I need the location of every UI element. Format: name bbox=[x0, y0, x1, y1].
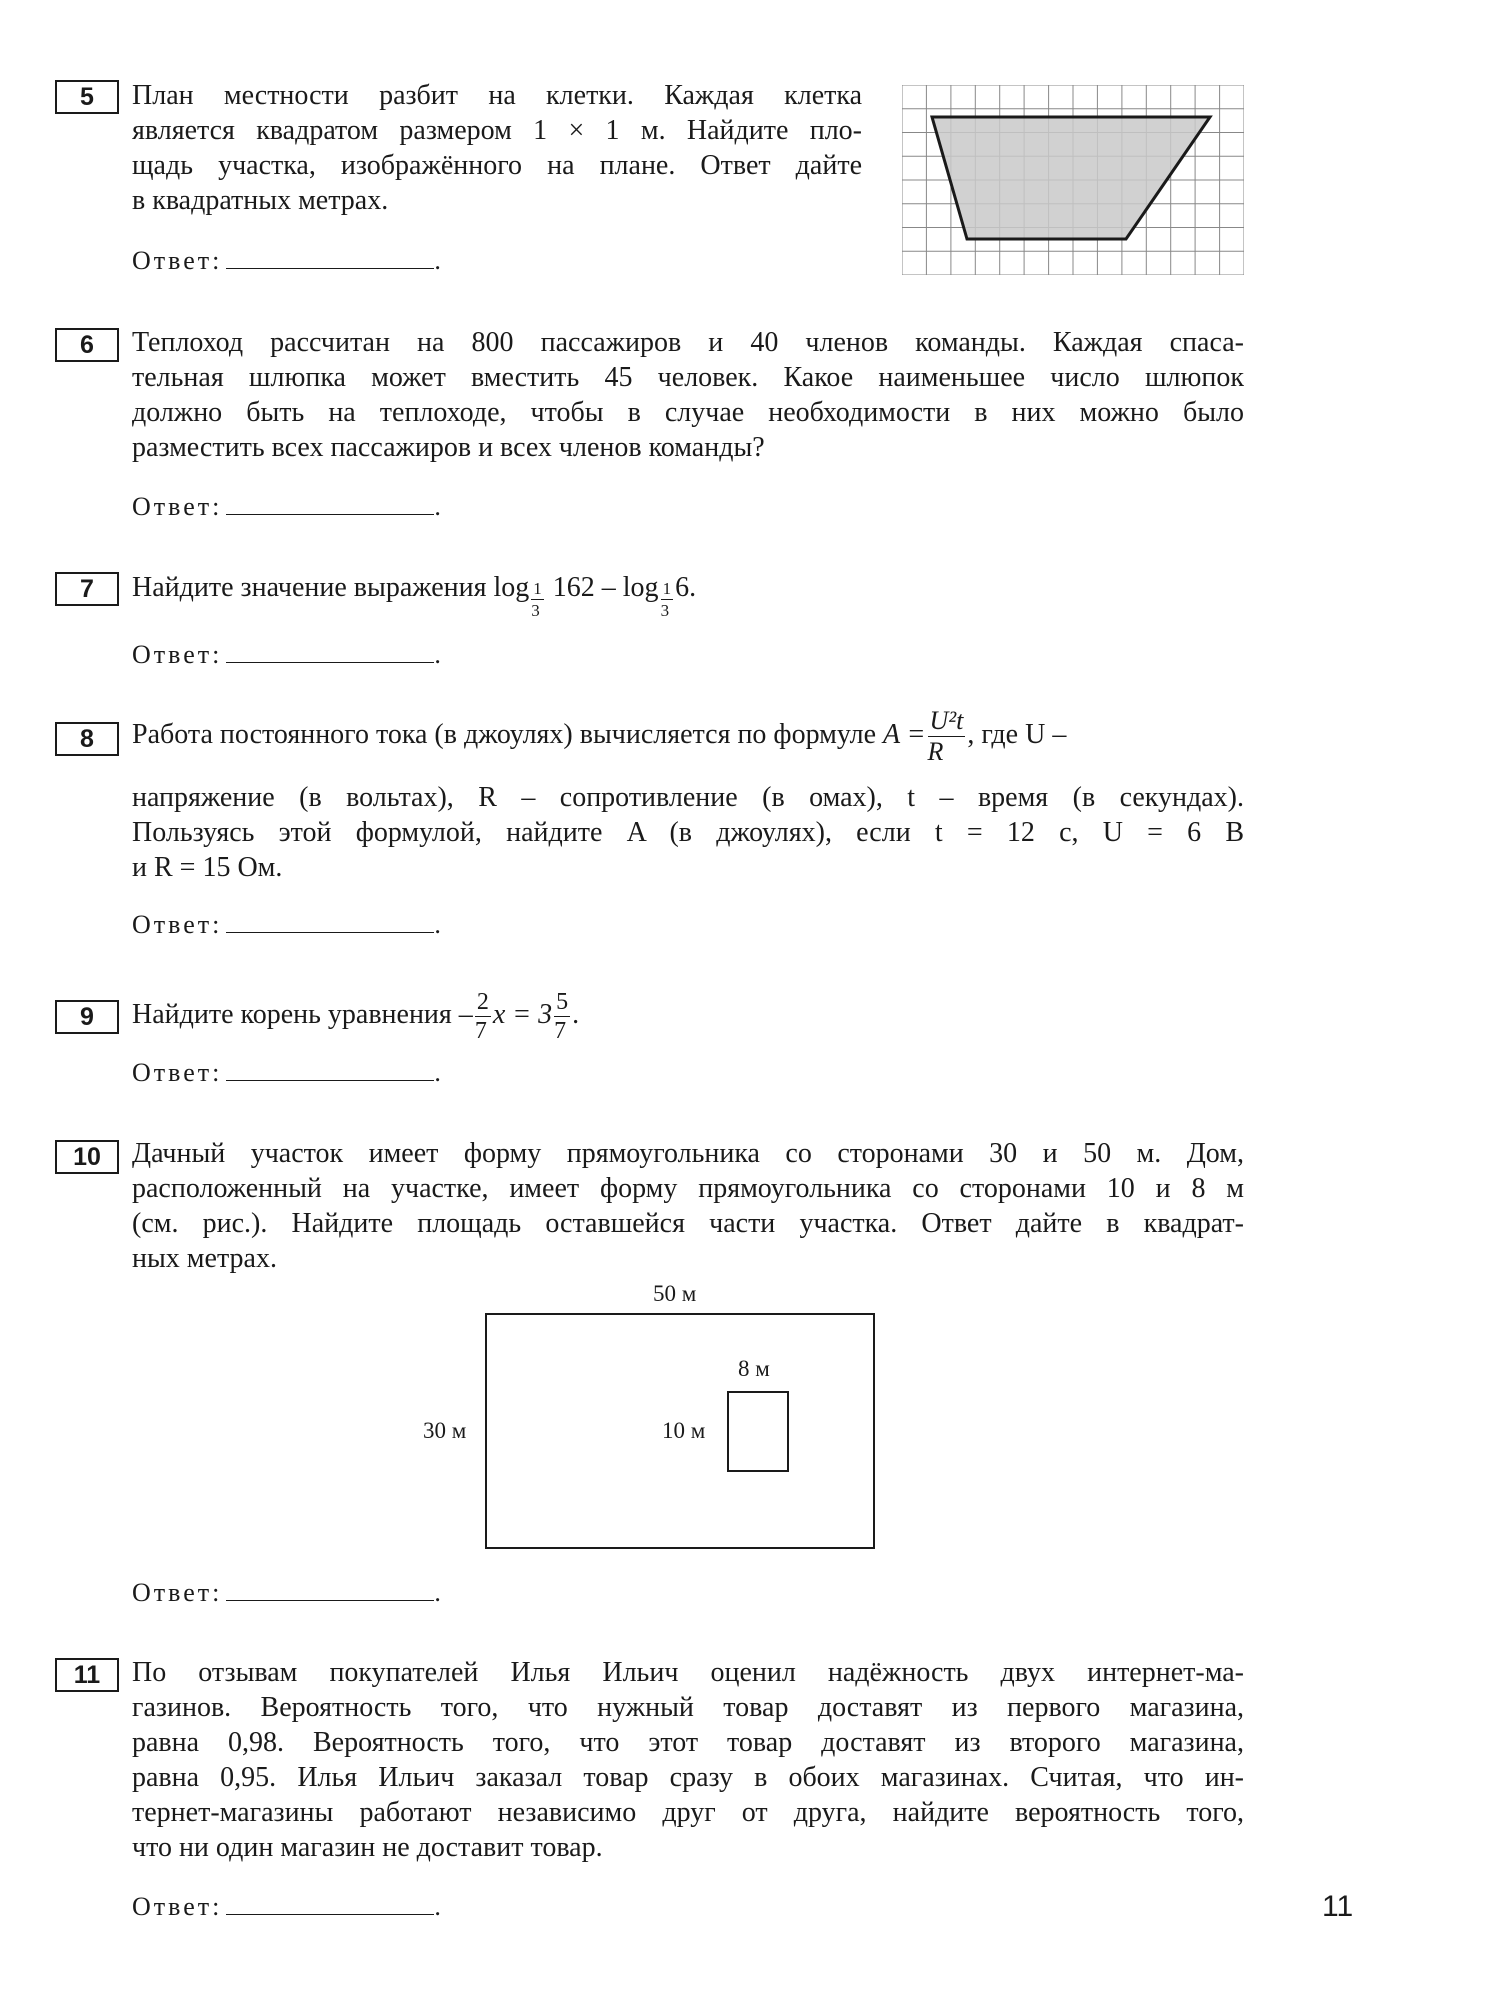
task-6-text bbox=[132, 325, 1244, 465]
task-8-line1-suffix: , где U – bbox=[967, 718, 1067, 750]
task-9-answer-field[interactable] bbox=[226, 1060, 434, 1081]
task-6-line-2: тельная шлюпка может вместить 45 человек. Какое наименьшее число шлюпок bbox=[132, 362, 1244, 393]
task-6-line-1: Теплоход рассчитан на 800 пассажиров и 40 членов команды. Каждая спаса- bbox=[132, 327, 1244, 358]
task-5-line-3: щадь участка, изображённого на плане. Ответ дайте bbox=[132, 150, 862, 181]
task-11-text bbox=[132, 1655, 1244, 1865]
task-10-answer-field[interactable] bbox=[226, 1580, 434, 1601]
task-5-grid-figure bbox=[902, 85, 1244, 275]
task-11-answer-label: Ответ: bbox=[132, 1892, 223, 1921]
task-6-line-3: должно быть на теплоходе, чтобы в случае необходимости в них можно было bbox=[132, 397, 1244, 428]
task-7-text bbox=[132, 570, 696, 619]
task-9-middle: x = 3 bbox=[492, 999, 553, 1030]
task-9-number: 9 bbox=[55, 1000, 119, 1034]
house-width-label: 8 м bbox=[738, 1356, 770, 1381]
task-10-number: 10 bbox=[55, 1140, 119, 1174]
task-5-line-4: в квадратных метрах. bbox=[132, 185, 389, 216]
task-7-base-2: $\frac{1}{3}$ bbox=[660, 579, 672, 620]
task-11-number: 11 bbox=[55, 1658, 119, 1692]
task-8-line-3: Пользуясь этой формулой, найдите A (в джоулях), если t = 12 с, U = 6 В bbox=[132, 817, 1244, 848]
task-5-answer-field[interactable] bbox=[226, 248, 434, 269]
task-11-line-2: газинов. Вероятность того, что нужный товар доставят из первого магазина, bbox=[132, 1692, 1244, 1723]
task-9-prefix: Найдите корень уравнения – bbox=[132, 999, 473, 1030]
task-8-answer-label: Ответ: bbox=[132, 910, 223, 939]
task-7-arg-2: 6. bbox=[675, 572, 697, 603]
task-8-formula-fraction: $\frac{\text{U²t}}{R}$ bbox=[927, 706, 964, 766]
house-height-label: 10 м bbox=[662, 1418, 706, 1443]
task-8-line-4: и R = 15 Ом. bbox=[132, 852, 283, 883]
task-9-answer: Ответ: . bbox=[132, 1058, 444, 1087]
task-8-line-2: напряжение (в вольтах), R – сопротивление (в омах), t – время (в секундах). bbox=[132, 782, 1244, 813]
task-5-text bbox=[132, 78, 862, 218]
task-9-fraction-2: $\frac{5}{7}$ bbox=[554, 989, 569, 1045]
task-9-suffix: . bbox=[572, 999, 580, 1030]
task-7-base-1: $\frac{1}{3}$ bbox=[531, 579, 542, 620]
task-5-line-2: является квадратом размером 1 × 1 м. Найдите пло- bbox=[132, 115, 862, 146]
task-11-answer-field[interactable] bbox=[226, 1894, 434, 1915]
page-number: 11 bbox=[1322, 1890, 1354, 1923]
task-10-line-4: ных метрах. bbox=[132, 1243, 277, 1274]
plot-trapezoid bbox=[932, 117, 1210, 239]
task-9-fraction-1: $\frac{2}{7}$ bbox=[474, 989, 489, 1045]
task-10-line-3: (см. рис.). Найдите площадь оставшейся части участка. Ответ дайте в квадрат- bbox=[132, 1208, 1244, 1239]
task-6-answer-field[interactable] bbox=[226, 494, 434, 515]
task-5-answer: Ответ: . bbox=[132, 246, 444, 275]
task-10-line-1: Дачный участок имеет форму прямоугольника со сторонами 30 и 50 м. Дом, bbox=[132, 1138, 1244, 1169]
task-8-text bbox=[132, 780, 1244, 885]
task-7-arg-1: 162 bbox=[552, 572, 595, 603]
task-8-answer-field[interactable] bbox=[226, 912, 434, 933]
task-11-line-5: тернет-магазины работают независимо друг от друга, найдите вероятность того, bbox=[132, 1797, 1244, 1828]
task-11-line-6: что ни один магазин не доставит товар. bbox=[132, 1832, 603, 1863]
task-10-text bbox=[132, 1136, 1244, 1276]
task-6-answer-label: Ответ: bbox=[132, 492, 223, 521]
task-5-line-1: План местности разбит на клетки. Каждая клетка bbox=[132, 80, 862, 111]
task-11-line-1: По отзывам покупателей Илья Ильич оценил надёжность двух интернет-ма- bbox=[132, 1657, 1244, 1688]
task-9-answer-label: Ответ: bbox=[132, 1058, 223, 1087]
task-8-answer: Ответ: . bbox=[132, 910, 444, 939]
task-8-line1-prefix: Работа постоянного тока (в джоулях) вычисляется по формуле bbox=[132, 718, 884, 750]
task-11-answer: Ответ: . bbox=[132, 1892, 444, 1921]
task-7-log-2: log bbox=[622, 572, 659, 603]
house-rectangle bbox=[727, 1391, 789, 1472]
task-6-answer: Ответ: . bbox=[132, 492, 444, 521]
task-10-line-2: расположенный на участке, имеет форму прямоугольника со сторонами 10 и 8 м bbox=[132, 1173, 1244, 1204]
task-10-answer-label: Ответ: bbox=[132, 1578, 223, 1607]
task-7-answer-label: Ответ: bbox=[132, 640, 223, 669]
task-7-answer-field[interactable] bbox=[226, 642, 434, 663]
task-7-log-1: log bbox=[493, 572, 530, 603]
task-5-answer-label: Ответ: bbox=[132, 246, 223, 275]
task-7-minus: – bbox=[594, 572, 623, 603]
task-7-prefix: Найдите значение выражения bbox=[132, 572, 494, 603]
task-6-line-4: разместить всех пассажиров и всех членов команды? bbox=[132, 432, 765, 463]
task-8-line-1 bbox=[132, 708, 1244, 765]
task-7-answer: Ответ: . bbox=[132, 640, 444, 669]
plot-width-label: 50 м bbox=[653, 1281, 697, 1306]
task-11-line-3: равна 0,98. Вероятность того, что этот товар доставят из второго магазина, bbox=[132, 1727, 1244, 1758]
plot-height-label: 30 м bbox=[423, 1418, 467, 1443]
task-5-number: 5 bbox=[55, 80, 119, 114]
task-7-number: 7 bbox=[55, 572, 119, 606]
task-9-text bbox=[132, 990, 579, 1043]
task-11-line-4: равна 0,95. Илья Ильич заказал товар сразу в обоих магазинах. Считая, что ин- bbox=[132, 1762, 1244, 1793]
task-10-answer: Ответ: . bbox=[132, 1578, 444, 1607]
task-8-formula-lhs: A = bbox=[883, 718, 926, 750]
task-8-number: 8 bbox=[55, 722, 119, 756]
task-6-number: 6 bbox=[55, 328, 119, 362]
